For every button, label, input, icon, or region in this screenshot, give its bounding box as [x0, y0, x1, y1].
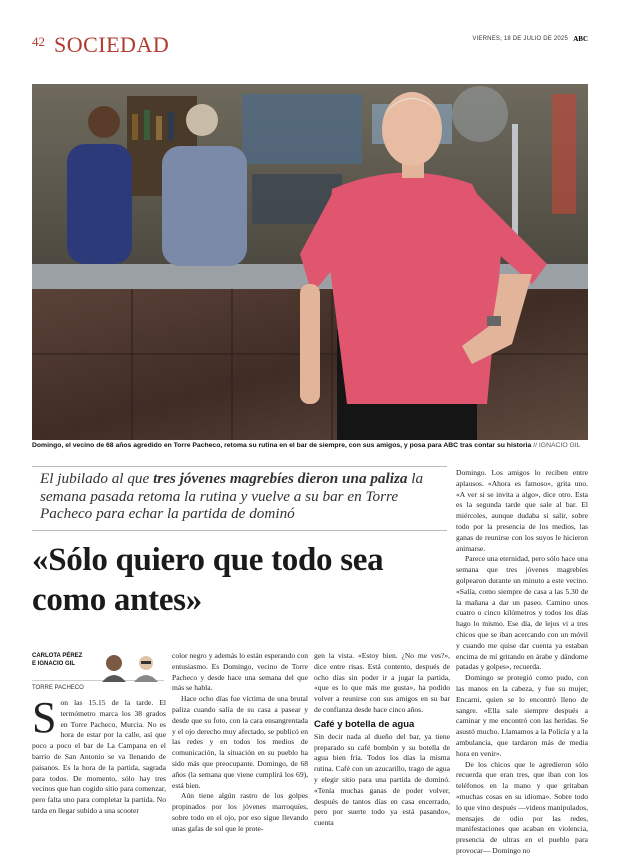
- col2-paragraph-3: Aún tiene algún rastro de los golpes propinados por los jóvenes marroquíes, sobre todo en el ojo, por eso sigue llevando unas gafas de sol que le prote-: [172, 791, 308, 833]
- col3-paragraph-2: Sin decir nada al dueño del bar, ya tiene preparado su café bombón y su botella de agua bien fría. Todos los días la misma rutina. Café con un azucarillo, trago de agua y elegir sitio para una partida de dominó. «Tenía muchas ganas de poder volver, después de tantos días en casa encerrado, pero por suerte todo ya está pasando», cuenta: [314, 731, 450, 828]
- col4-paragraph-1: Domingo. Los amigos lo reciben entre aplausos. «Ahora es famoso», grita uno. «A ver si se invita a algo», dice otro. Esta es la segunda tarde que sale al bar. El miércoles, aunque dudaba si salir, sobre todo por la presencia de los medios, las ganas de reunirse con los suyos le hicieron animarse.: [456, 468, 588, 553]
- col2-paragraph-1: color negro y además lo están esperando con entusiasmo. Es Domingo, vecino de Torre Pacheco y desde hace una semana del que más se habla.: [172, 651, 308, 693]
- dateline: VIERNES, 18 DE JULIO DE 2025: [472, 36, 568, 42]
- section-subtitle: Café y botella de agua: [314, 718, 415, 730]
- byline-authors: CARLOTA PÉREZ E IGNACIO GIL: [32, 653, 83, 667]
- subheadline: [40, 470, 450, 523]
- dropcap: S: [32, 693, 57, 742]
- col2-paragraph-2: Hace ocho días fue víctima de una brutal paliza cuando salía de su casa a pasear y desde que su foto, con la cara ensangrentada y el ojo derecho muy afectado, se publicó en las redes y en todos los medios de comunicación, la situación en su pueblo ha sido más que preocupante. Domingo, de 68 años (la semana que viene cumplirá los 69), está bien.: [172, 694, 308, 790]
- photo-caption: [32, 442, 588, 449]
- photo-credit: // IGNACIO GIL: [533, 442, 581, 449]
- headline: «Sólo quiero que todo sea como antes»: [32, 542, 384, 618]
- brand-logo: ABC: [573, 35, 588, 43]
- author-avatars-icon: [100, 652, 164, 682]
- col3-paragraph-1: gen la vista. «Estoy bien. ¿No me ves?», dice entre risas. Está contento, después de ocho días sin poder ir a jugar la partida, «que es lo que más me gusta», ha podido volver a reunirse con sus amigos en su bar de confianza desde hace cinco años.: [314, 651, 450, 714]
- caption-text: Domingo, el vecino de 68 años agredido en Torre Pacheco, retoma su rutina en el bar de siempre, con sus amigos, y posa para ABC tras contar su historia: [32, 442, 532, 449]
- col1-text: on las 15.15 de la tarde. El termómetro marca los 38 grados en Torre Pacheco, Murcia. No es hora de estar por la calle, así que poco a poco el bar de La Campana en el barrio de San Antonio se va llenando de paisanos. Es la hora de la partida, sagrada para todos. De momento, sólo hay tres vecinos que han cogido sitio para comenzar, pero falta uno para completar la partida. No tarda en llegar subido a una scooter: [32, 698, 166, 815]
- section-title: SOCIEDAD: [54, 32, 170, 57]
- divider-top: [32, 466, 447, 467]
- body-column-3: [314, 651, 450, 829]
- body-column-4: [456, 468, 588, 857]
- subhead-part-2: la semana pasada retoma la rutina y vuelve a su bar en Torre Pacheco para echar la partida de dominó: [40, 470, 424, 523]
- bar-scene-illustration: [32, 84, 588, 440]
- subhead-part-1: El jubilado al que: [40, 470, 154, 487]
- subhead-bold: tres jóvenes magrebíes dieron una paliza: [153, 470, 408, 487]
- body-column-2: [172, 651, 308, 835]
- col4-paragraph-3: Domingo se protegió como pudo, con las manos en la cabeza, y fue su mujer, Encarni, quien se lo encontró lleno de sangre. «Ella sale siempre después a caminar y me encontró con las heridas. Se asustó mucho. Llamamos a la Policía y a la ambulancia, que tardaron más de media hora en venir».: [456, 673, 588, 758]
- col4-paragraph-4: De los chicos que le agredieron sólo recuerda que eran tres, que iban con los teléfonos en la mano y que gritaban «muchas cosas en su idioma». Sobre todo lo que vino después —videos manipulados, mensajes de odio por las redes, manifestaciones que acaban en violencia, presencia de ultras en el pueblo para provocar— Domingo no: [456, 759, 588, 855]
- page-header: [32, 32, 588, 56]
- byline-place: TORRE PACHECO: [32, 680, 164, 691]
- page-number: 42: [32, 34, 45, 49]
- divider-mid: [32, 530, 447, 531]
- author-portraits: [100, 652, 164, 682]
- body-column-1: [32, 693, 166, 817]
- col4-paragraph-2: Parece una eternidad, pero sólo hace una semana que tres jóvenes magrebíes golpearon durante un minuto a este vecino. «Salía, como siempre de casa a las 5.30 de la mañana a dar un paseo. Camino unos cuatro o cinco kilómetros y todos los días hago lo mismo. Ese día, de lejos vi a tres chicos que se iban acercando con un móvil y cuando me quise dar cuenta ya estaban encima de mí gritando en árabe y dándome patadas y golpes», recuerda.: [456, 554, 588, 672]
- main-photo: [32, 84, 588, 440]
